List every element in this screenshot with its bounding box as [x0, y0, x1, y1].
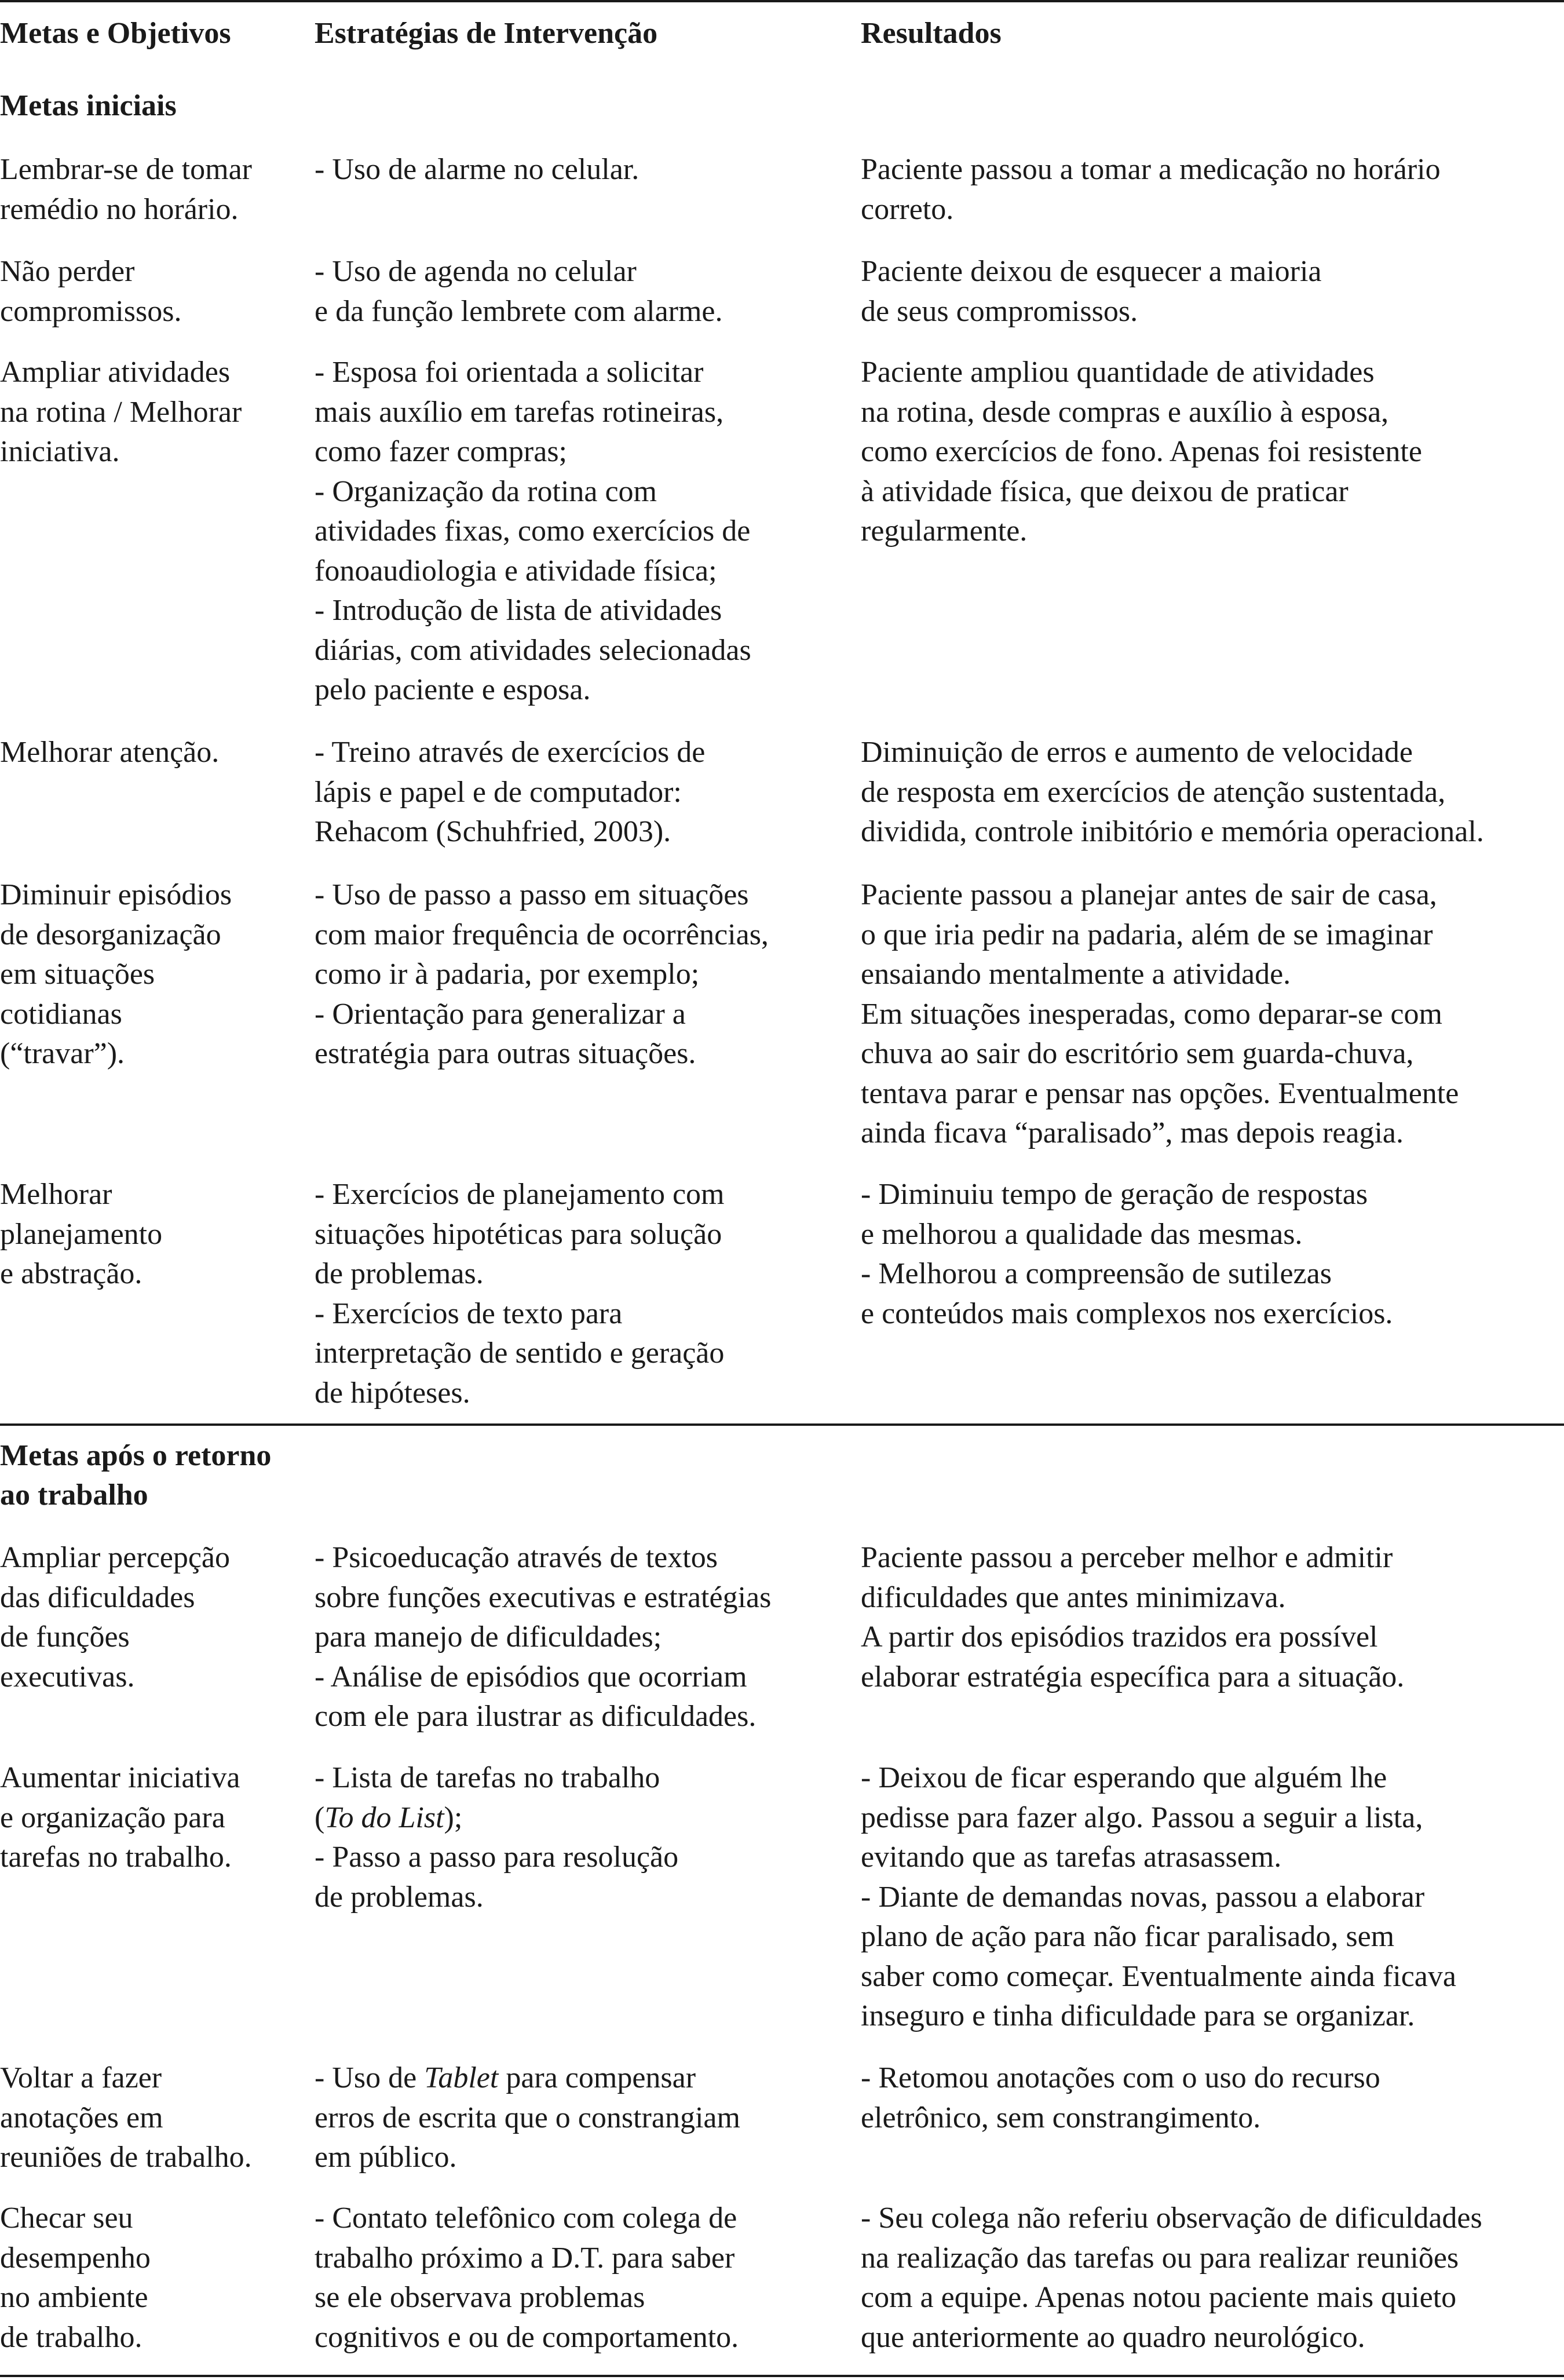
result-line: o que iria pedir na padaria, além de se imaginar [861, 918, 1433, 951]
section-title-line: ao trabalho [0, 1479, 148, 1512]
result-line: - Diminuiu tempo de geração de respostas [861, 1178, 1368, 1211]
section-title-return-to-work [0, 1436, 271, 1515]
result-line: ainda ficava “paralisado”, mas depois reagia. [861, 1116, 1404, 1149]
goal-line: Melhorar [0, 1178, 112, 1211]
strategy-line: de problemas. [315, 1880, 484, 1914]
result-line: à atividade física, que deixou de praticar [861, 474, 1349, 508]
strategy-cell [315, 252, 723, 331]
strategy-line: lápis e papel e de computador: [315, 775, 682, 809]
strategy-cell [315, 2058, 740, 2178]
goal-line: em situações [0, 958, 155, 991]
strategy-line: com ele para ilustrar as dificuldades. [315, 1700, 757, 1733]
strategy-line: como fazer compras; [315, 435, 568, 468]
result-cell [861, 1758, 1456, 2036]
strategy-cell [315, 875, 769, 1074]
strategy-cell [315, 1758, 678, 1917]
result-cell [861, 1538, 1404, 1697]
result-line: e melhorou a qualidade das mesmas. [861, 1217, 1303, 1251]
strategy-cell [315, 1175, 724, 1413]
goal-cell [0, 353, 242, 472]
strategy-line: para manejo de dificuldades; [315, 1620, 662, 1653]
strategy-line: - Uso de alarme no celular. [315, 153, 640, 186]
strategy-line: - Uso de passo a passo em situações [315, 878, 749, 911]
strategy-line: estratégia para outras situações. [315, 1037, 696, 1070]
result-line: na realização das tarefas ou para realizar reuniões [861, 2241, 1459, 2275]
goal-line: Melhorar atenção. [0, 736, 220, 769]
strategy-line: sobre funções executivas e estratégias [315, 1580, 772, 1614]
strategy-line: - Exercícios de texto para [315, 1297, 623, 1330]
strategy-cell [315, 353, 751, 710]
strategy-line: - Psicoeducação através de textos [315, 1541, 718, 1574]
strategy-line: - Passo a passo para resolução [315, 1841, 679, 1874]
result-line: correto. [861, 192, 954, 226]
result-line: elaborar estratégia específica para a situação. [861, 1660, 1405, 1693]
result-line: Paciente passou a tomar a medicação no horário [861, 153, 1441, 186]
strategy-line: com maior frequência de ocorrências, [315, 918, 769, 951]
goal-line: Lembrar-se de tomar [0, 153, 252, 186]
strategy-line: fonoaudiologia e atividade física; [315, 554, 717, 587]
goal-cell [0, 2058, 252, 2178]
goal-line: de funções [0, 1620, 130, 1653]
goal-line: Diminuir episódios [0, 878, 232, 911]
goal-line: anotações em [0, 2101, 163, 2134]
goal-line: compromissos. [0, 294, 182, 328]
strategy-line: e da função lembrete com alarme. [315, 294, 723, 328]
result-line: chuva ao sair do escritório sem guarda-chuva, [861, 1037, 1414, 1070]
result-line: e conteúdos mais complexos nos exercícios. [861, 1297, 1393, 1330]
header-goals: Metas e Objetivos [0, 17, 231, 50]
goal-line: planejamento [0, 1217, 163, 1251]
goal-line: de desorganização [0, 918, 221, 951]
result-line: com a equipe. Apenas notou paciente mais quieto [861, 2281, 1457, 2314]
result-line: - Seu colega não referiu observação de dificuldades [861, 2202, 1482, 2235]
goal-cell [0, 252, 181, 331]
result-line: Paciente ampliou quantidade de atividades [861, 356, 1375, 389]
strategy-line: interpretação de sentido e geração [315, 1337, 725, 1370]
section-title-initial [0, 86, 177, 126]
strategy-line: - Exercícios de planejamento com [315, 1178, 725, 1211]
result-line: Paciente passou a perceber melhor e admitir [861, 1541, 1393, 1574]
goal-line: na rotina / Melhorar [0, 395, 242, 429]
result-line: regularmente. [861, 514, 1028, 547]
strategy-cell [315, 2199, 739, 2357]
strategy-line: atividades fixas, como exercícios de [315, 514, 751, 547]
result-line: dificuldades que antes minimizava. [861, 1580, 1286, 1614]
table-top-rule [0, 0, 1564, 2]
result-line: A partir dos episódios trazidos era possível [861, 1620, 1378, 1653]
result-line: de resposta em exercícios de atenção sustentada, [861, 775, 1446, 809]
result-cell [861, 2058, 1380, 2138]
goal-line: executivas. [0, 1660, 135, 1693]
goal-line: e organização para [0, 1801, 225, 1834]
result-line: - Diante de demandas novas, passou a elaborar [861, 1880, 1425, 1914]
goal-line: no ambiente [0, 2281, 148, 2314]
goal-line: Voltar a fazer [0, 2061, 162, 2094]
result-line: que anteriormente ao quadro neurológico. [861, 2320, 1365, 2354]
goal-line: iniciativa. [0, 435, 120, 468]
result-line: tentava parar e pensar nas opções. Eventualmente [861, 1076, 1459, 1110]
result-line: Diminuição de erros e aumento de velocidade [861, 736, 1413, 769]
strategy-line: - Uso de Tablet para compensar [315, 2061, 696, 2094]
goal-cell [0, 1538, 230, 1697]
emphasis-text: To do List [324, 1801, 444, 1834]
result-cell [861, 353, 1422, 552]
result-line: eletrônico, sem constrangimento. [861, 2101, 1261, 2134]
strategy-line: - Organização da rotina com [315, 474, 657, 508]
result-cell [861, 252, 1322, 331]
strategy-line: se ele observava problemas [315, 2281, 645, 2314]
goal-line: e abstração. [0, 1257, 142, 1290]
strategy-line: mais auxílio em tarefas rotineiras, [315, 395, 724, 429]
result-line: - Deixou de ficar esperando que alguém lhe [861, 1761, 1387, 1794]
table-bottom-rule [0, 2375, 1564, 2377]
goal-line: das dificuldades [0, 1580, 195, 1614]
emphasis-text: Tablet [424, 2061, 499, 2094]
goal-line: Ampliar atividades [0, 356, 231, 389]
result-cell [861, 1175, 1393, 1334]
strategy-line: de hipóteses. [315, 1376, 470, 1410]
goal-line: Aumentar iniciativa [0, 1761, 240, 1794]
strategy-line: como ir à padaria, por exemplo; [315, 958, 700, 991]
result-line: na rotina, desde compras e auxílio à esposa, [861, 395, 1389, 429]
result-line: saber como começar. Eventualmente ainda ficava [861, 1959, 1456, 1993]
goal-line: Checar seu [0, 2202, 133, 2235]
strategy-line: de problemas. [315, 1257, 484, 1290]
strategy-line: em público. [315, 2141, 457, 2174]
strategy-line: - Esposa foi orientada a solicitar [315, 356, 704, 389]
strategy-line: pelo paciente e esposa. [315, 673, 591, 706]
result-line: evitando que as tarefas atrasassem. [861, 1841, 1282, 1874]
result-line: Paciente deixou de esquecer a maioria [861, 255, 1322, 288]
goal-line: Ampliar percepção [0, 1541, 231, 1574]
result-line: inseguro e tinha dificuldade para se organizar. [861, 1999, 1415, 2032]
strategy-cell [315, 1538, 771, 1737]
section-title-line: Metas iniciais [0, 89, 177, 122]
strategy-line: - Análise de episódios que ocorriam [315, 1660, 747, 1693]
result-line: plano de ação para não ficar paralisado, sem [861, 1920, 1395, 1953]
goal-line: Não perder [0, 255, 135, 288]
result-line: pedisse para fazer algo. Passou a seguir a lista, [861, 1801, 1423, 1834]
goal-cell [0, 1175, 162, 1294]
result-line: Em situações inesperadas, como deparar-se com [861, 997, 1442, 1031]
strategy-line: Rehacom (Schuhfried, 2003). [315, 815, 671, 848]
result-cell [861, 733, 1484, 852]
section-divider-rule [0, 1423, 1564, 1426]
strategy-line: (To do List); [315, 1801, 463, 1834]
goal-cell [0, 2199, 151, 2357]
goal-line: de trabalho. [0, 2320, 142, 2354]
result-line: - Melhorou a compreensão de sutilezas [861, 1257, 1332, 1290]
strategy-cell [315, 733, 705, 852]
strategy-line: trabalho próximo a D.T. para saber [315, 2241, 735, 2275]
section-title-line: Metas após o retorno [0, 1439, 272, 1472]
goal-line: remédio no horário. [0, 192, 239, 226]
goal-line: desempenho [0, 2241, 151, 2275]
result-cell [861, 2199, 1482, 2357]
strategy-line: - Treino através de exercícios de [315, 736, 706, 769]
strategy-line: cognitivos e ou de comportamento. [315, 2320, 739, 2354]
strategy-line: - Contato telefônico com colega de [315, 2202, 737, 2235]
strategy-line: - Orientação para generalizar a [315, 997, 686, 1031]
result-cell [861, 150, 1441, 229]
goal-cell [0, 733, 219, 773]
goal-line: cotidianas [0, 997, 122, 1031]
strategy-line: - Introdução de lista de atividades [315, 594, 722, 627]
result-cell [861, 875, 1459, 1154]
strategy-line: diárias, com atividades selecionadas [315, 633, 751, 667]
result-line: Paciente passou a planejar antes de sair de casa, [861, 878, 1437, 911]
strategy-line: situações hipotéticas para solução [315, 1217, 722, 1251]
goal-line: tarefas no trabalho. [0, 1841, 232, 1874]
result-line: como exercícios de fono. Apenas foi resistente [861, 435, 1422, 468]
strategy-line: - Lista de tarefas no trabalho [315, 1761, 660, 1794]
goal-line: (“travar”). [0, 1037, 125, 1070]
goal-cell [0, 875, 232, 1074]
header-results: Resultados [861, 17, 1002, 50]
result-line: de seus compromissos. [861, 294, 1138, 328]
result-line: - Retomou anotações com o uso do recurso [861, 2061, 1380, 2094]
strategy-line: - Uso de agenda no celular [315, 255, 637, 288]
goal-cell [0, 150, 252, 229]
strategy-cell [315, 150, 639, 190]
goal-cell [0, 1758, 240, 1878]
strategy-line: erros de escrita que o constrangiam [315, 2101, 740, 2134]
result-line: dividida, controle inibitório e memória operacional. [861, 815, 1484, 848]
goal-line: reuniões de trabalho. [0, 2141, 252, 2174]
header-strategies: Estratégias de Intervenção [315, 17, 658, 50]
result-line: ensaiando mentalmente a atividade. [861, 958, 1291, 991]
